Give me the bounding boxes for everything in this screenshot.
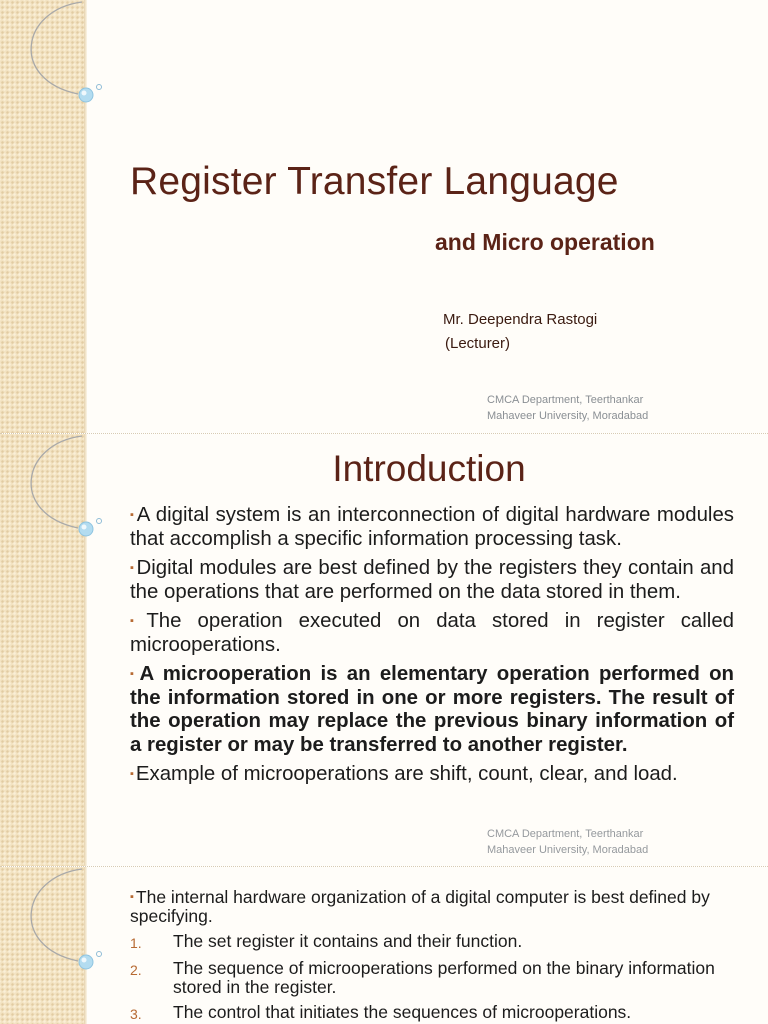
bullet-icon: ▪ [130,891,134,903]
author-name: Mr. Deependra Rastogi [443,311,598,328]
bullet-paragraph [130,888,735,926]
bullet-paragraph [130,763,734,787]
bullet-paragraph-bold [130,663,734,757]
slide-hardware-organization [0,867,768,1024]
list-item [130,1003,735,1024]
list-item [130,932,735,953]
list-number: 3. [130,1006,142,1022]
slide-introduction [0,434,768,866]
slide-body [130,504,734,793]
list-item-text: The set register it contains and their function. [173,931,523,951]
bullet-icon: ▪ [130,668,138,680]
slide-heading: Introduction [332,448,526,489]
paragraph-text: A microoperation is an elementary operation performed on the information stored in one or more registers. The result of the operation may replace the previous binary information of a register or may be transferred to another register. [130,663,734,756]
author-role: (Lecturer) [445,335,511,352]
list-item-text: The sequence of microoperations performed on the binary information stored in the register. [173,958,715,997]
paragraph-text: The internal hardware organization of a digital computer is best defined by specifying. [130,887,710,926]
paragraph-text: Example of microoperations are shift, count, clear, and load. [135,763,678,785]
footer-line-2: Mahaveer University, Moradabad [487,410,649,422]
bullet-icon: ▪ [130,509,135,521]
numbered-list [130,932,735,1024]
bullet-paragraph [130,557,734,604]
footer-line-1: CMCA Department, Teerthankar [487,828,644,840]
slide-footer [487,392,648,424]
presentation-title: Register Transfer Language [130,160,619,203]
paragraph-text: A digital system is an interconnection of digital hardware modules that accomplish a specific information processing task. [130,504,734,550]
decorative-swirl-icon [0,0,120,140]
footer-line-1: CMCA Department, Teerthankar [487,394,644,406]
decorative-swirl-icon [0,867,120,1007]
list-item-text: The control that initiates the sequences of microoperations. [173,1002,632,1022]
bullet-icon: ▪ [130,768,134,780]
paragraph-text: The operation executed on data stored in register called microoperations. [130,610,734,656]
slide-title [0,0,768,433]
paragraph-text: Digital modules are best defined by the registers they contain and the operations that are performed on the data stored in them. [130,557,734,603]
list-item [130,959,735,997]
list-number: 2. [130,962,142,978]
footer-line-2: Mahaveer University, Moradabad [487,844,649,856]
bullet-icon: ▪ [130,562,135,574]
list-number: 1. [130,935,142,951]
slide-footer [487,826,648,858]
bullet-icon: ▪ [130,615,145,627]
bullet-paragraph [130,504,734,551]
presentation-subtitle: and Micro operation [435,229,655,255]
slide-body [130,888,735,1024]
bullet-paragraph [130,610,734,657]
